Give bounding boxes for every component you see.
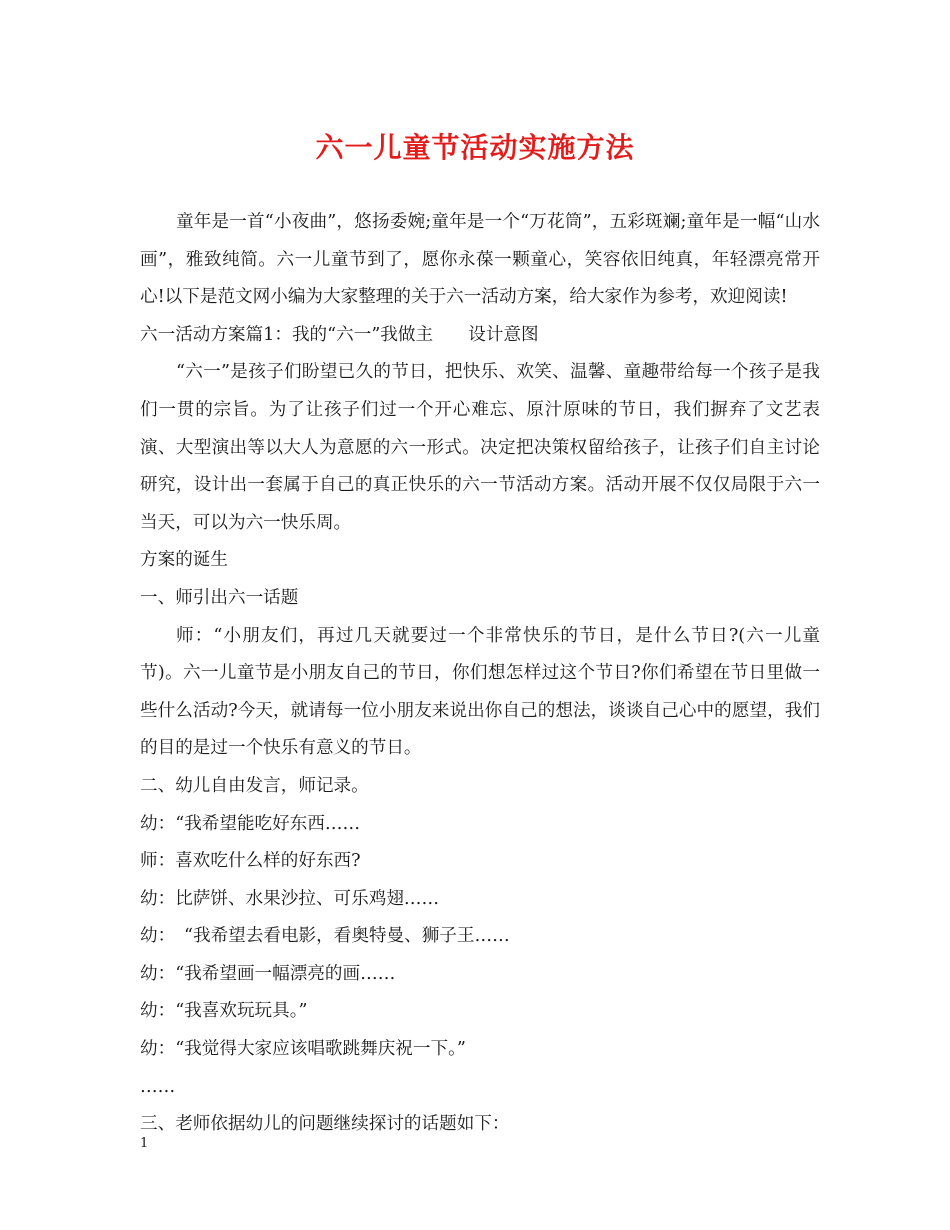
dialogue-line: 幼：“我希望能吃好东西…… — [140, 813, 361, 834]
ellipsis-line: …… — [140, 1076, 176, 1097]
intro-paragraph: 童年是一首“小夜曲”，悠扬委婉;童年是一个“万花筒”，五彩斑斓;童年是一幅“山水画”，雅致纯简。六一儿童节到了，愿你永葆一颗童心，笑容依旧纯真，年轻漂亮常开心!以下是范文网小编为大家整理的关于六一活动方案，给大家作为参考，欢迎阅读! — [140, 212, 820, 308]
step-one-heading: 一、师引出六一话题 — [140, 587, 299, 608]
dialogue-line: 幼：“我觉得大家应该唱歌跳舞庆祝一下。” — [140, 1039, 466, 1060]
document-body — [140, 204, 820, 1144]
section-heading: 六一活动方案篇1：我的“六一”我做主 设计意图 — [140, 324, 539, 345]
dialogue-line: 幼：比萨饼、水果沙拉、可乐鸡翅…… — [140, 888, 440, 909]
page-number: 1 — [140, 1136, 149, 1151]
dialogue-line: 幼： “我希望去看电影，看奥特曼、狮子王…… — [140, 926, 510, 947]
step-two-heading: 二、幼儿自由发言，师记录。 — [140, 775, 369, 796]
teacher-speech-paragraph: 师：“小朋友们，再过几天就要过一个非常快乐的节日，是什么节日?(六一儿童节)。六一儿童节是小朋友自己的节日，你们想怎样过这个节日?你们希望在节日里做一些什么活动?今天，就请每一位小朋友来说出你自己的想法，谈谈自己心中的愿望，我们的目的是过一个快乐有意义的节日。 — [140, 625, 820, 759]
dialogue-line: 师：喜欢吃什么样的好东西? — [140, 851, 361, 872]
step-three-heading: 三、老师依据幼儿的问题继续探讨的话题如下： — [140, 1114, 510, 1135]
document-title: 六一儿童节活动实施方法 — [315, 131, 635, 164]
dialogue-line: 幼：“我喜欢玩玩具。” — [140, 1001, 308, 1022]
design-intent-paragraph: “六一”是孩子们盼望已久的节日，把快乐、欢笑、温馨、童趣带给每一个孩子是我们一贯的宗旨。为了让孩子们过一个开心难忘、原汁原味的节日，我们摒弃了文艺表演、大型演出等以大人为意愿的六一形式。决定把决策权留给孩子，让孩子们自主讨论研究，设计出一套属于自己的真正快乐的六一节活动方案。活动开展不仅仅局限于六一当天，可以为六一快乐周。 — [140, 362, 820, 533]
subheading-plan-origin: 方案的诞生 — [140, 550, 228, 571]
dialogue-line: 幼：“我希望画一幅漂亮的画…… — [140, 963, 396, 984]
